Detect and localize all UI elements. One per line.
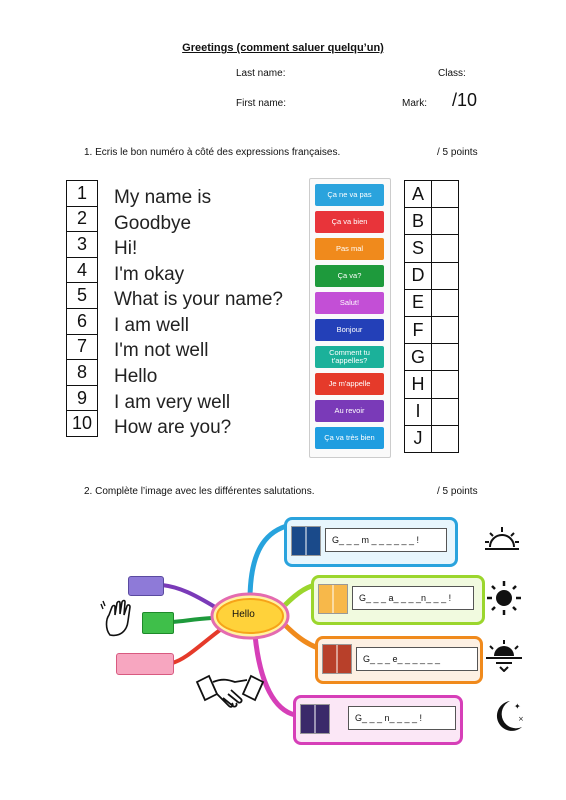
- mark-total: /10: [452, 90, 478, 110]
- answer-cell[interactable]: [432, 344, 459, 371]
- page-title: Greetings (comment saluer quelqu’un): [182, 42, 384, 54]
- window-image: [291, 526, 321, 556]
- tile: Au revoir: [315, 400, 384, 422]
- letter-cell: F: [405, 316, 432, 343]
- letter-cell: J: [405, 425, 432, 452]
- phrase: I am very well: [114, 392, 231, 413]
- sun-icon: [486, 580, 522, 616]
- phrase: Goodbye: [114, 213, 192, 234]
- answer-cell[interactable]: [432, 262, 459, 289]
- number-cell: 3: [67, 232, 98, 258]
- tile: Comment tu t'appelles?: [315, 346, 384, 368]
- number-cell: 10: [67, 411, 98, 437]
- window-image: [318, 584, 348, 614]
- greeting-blank[interactable]: G_ _ _ a_ _ _ _n_ _ _ !: [352, 586, 474, 610]
- number-cell: 1: [67, 181, 98, 207]
- french-tiles-panel: [309, 178, 391, 458]
- question-1: 1. Ecris le bon numéro à côté des expressions françaises.: [84, 147, 341, 158]
- question-2: 2. Complète l’image avec les différentes salutations.: [84, 486, 315, 497]
- letter-cell: I: [405, 398, 432, 425]
- number-cell: 8: [67, 360, 98, 386]
- number-cell: 6: [67, 308, 98, 334]
- mind-map-center: Hello: [232, 609, 255, 620]
- handshake-icon: [195, 672, 265, 712]
- question-2-points: / 5 points: [437, 486, 478, 497]
- letter-cell: H: [405, 371, 432, 398]
- phrase: Hello: [114, 366, 158, 387]
- number-cell: 9: [67, 385, 98, 411]
- mind-map-branches: [0, 505, 566, 755]
- waving-hand-icon: [100, 597, 138, 639]
- moon-icon: [490, 697, 526, 735]
- answer-cell[interactable]: [432, 425, 459, 452]
- tile: Ça va?: [315, 265, 384, 287]
- tile: Bonjour: [315, 319, 384, 341]
- letter-cell: A: [405, 181, 432, 208]
- sunset-icon: [484, 640, 524, 672]
- numbers-table: [66, 180, 98, 437]
- answer-cell[interactable]: [432, 235, 459, 262]
- blank-box: [142, 612, 174, 634]
- answer-cell[interactable]: [432, 289, 459, 316]
- greeting-frame-morning: [284, 517, 458, 567]
- answer-cell[interactable]: [432, 316, 459, 343]
- answer-cell[interactable]: [432, 371, 459, 398]
- window-image: [322, 644, 352, 674]
- tile: Pas mal: [315, 238, 384, 260]
- last-name-label: Last name:: [236, 68, 286, 79]
- mark-label: Mark:: [402, 98, 427, 109]
- tile: Ça va bien: [315, 211, 384, 233]
- tile: Ça ne va pas: [315, 184, 384, 206]
- greeting-frame-afternoon: [311, 575, 485, 625]
- answer-cell[interactable]: [432, 398, 459, 425]
- number-cell: 2: [67, 206, 98, 232]
- first-name-label: First name:: [236, 98, 287, 109]
- letter-cell: E: [405, 289, 432, 316]
- letter-cell: G: [405, 344, 432, 371]
- phrase: What is your name?: [114, 289, 283, 310]
- tile: Salut!: [315, 292, 384, 314]
- phrase: I am well: [114, 315, 189, 336]
- question-1-points: / 5 points: [437, 147, 478, 158]
- svg-text:✦: ✦: [514, 702, 521, 711]
- phrase: I'm okay: [114, 264, 185, 285]
- greeting-frame-evening: [315, 636, 483, 684]
- tile: Ça va très bien: [315, 427, 384, 449]
- blank-box: [116, 653, 174, 675]
- greeting-frame-night: [293, 695, 463, 745]
- phrase: How are you?: [114, 417, 232, 438]
- class-label: Class:: [438, 68, 466, 79]
- answer-cell[interactable]: [432, 208, 459, 235]
- number-cell: 4: [67, 257, 98, 283]
- answer-cell[interactable]: [432, 181, 459, 208]
- number-cell: 5: [67, 283, 98, 309]
- tile: Je m'appelle: [315, 373, 384, 395]
- window-image: [300, 704, 330, 734]
- greeting-blank[interactable]: G_ _ _ e_ _ _ _ _ _: [356, 647, 478, 671]
- greeting-blank[interactable]: G_ _ _ m _ _ _ _ _ _ !: [325, 528, 447, 552]
- number-cell: 7: [67, 334, 98, 360]
- letter-cell: B: [405, 208, 432, 235]
- phrase: I'm not well: [114, 340, 209, 361]
- phrase: My name is: [114, 187, 212, 208]
- letter-cell: D: [405, 262, 432, 289]
- phrase: Hi!: [114, 238, 138, 259]
- letter-cell: S: [405, 235, 432, 262]
- greeting-blank[interactable]: G_ _ _ n_ _ _ _ !: [348, 706, 456, 730]
- letters-table: [404, 180, 459, 453]
- blank-box: [128, 576, 164, 596]
- svg-text:×: ×: [518, 715, 524, 723]
- sunrise-icon: [484, 525, 520, 553]
